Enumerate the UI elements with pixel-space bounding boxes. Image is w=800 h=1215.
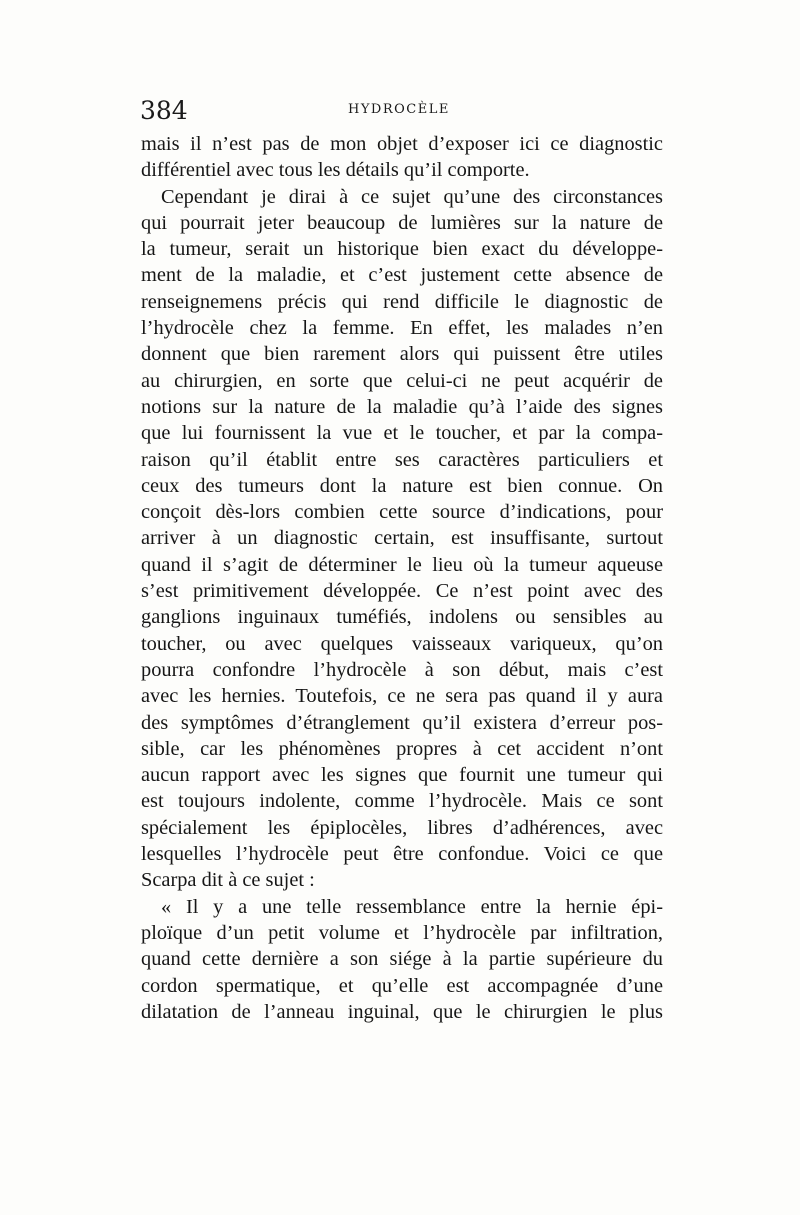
text-line: toucher, ou avec quelques vaisseaux variqueux, qu’on xyxy=(141,632,663,655)
text-line: la tumeur, serait un historique bien exact du développe- xyxy=(141,238,663,261)
text-line: « Il y a une telle ressemblance entre la hernie épi- xyxy=(161,895,663,918)
text-line: ganglions inguinaux tuméfiés, indolens ou sensibles au xyxy=(141,606,663,629)
text-line: ment de la maladie, et c’est justement cette absence de xyxy=(141,264,663,287)
text-line: lesquelles l’hydrocèle peut être confondue. Voici ce que xyxy=(141,843,663,866)
text-line: s’est primitivement développée. Ce n’est point avec des xyxy=(141,580,663,603)
text-line: que lui fournissent la vue et le toucher, et par la compa- xyxy=(141,422,663,445)
text-line: pourra confondre l’hydrocèle à son début, mais c’est xyxy=(141,658,663,681)
text-line: quand cette dernière a son siége à la partie supérieure du xyxy=(141,948,663,971)
text-line: est toujours indolente, comme l’hydrocèle. Mais ce sont xyxy=(141,790,663,813)
text-line: mais il n’est pas de mon objet d’exposer ici ce diagnostic xyxy=(141,133,663,155)
text-line: sible, car les phénomènes propres à cet accident n’ont xyxy=(141,737,663,760)
text-line: Scarpa dit à ce sujet : xyxy=(141,869,315,892)
running-title: HYDROCÈLE xyxy=(348,102,450,117)
text-line: au chirurgien, en sorte que celui-ci ne peut acquérir de xyxy=(141,369,663,392)
text-line: spécialement les épiplocèles, libres d’adhérences, avec xyxy=(141,816,663,839)
text-line: arriver à un diagnostic certain, est insuffisante, surtout xyxy=(141,527,663,550)
text-line: renseignemens précis qui rend difficile le diagnostic de xyxy=(141,290,663,313)
body-text xyxy=(141,131,663,1025)
text-line: raison qu’il établit entre ses caractères particuliers et xyxy=(141,448,663,471)
text-line: des symptômes d’étranglement qu’il existera d’erreur pos- xyxy=(141,711,663,734)
text-line: conçoit dès-lors combien cette source d’indications, pour xyxy=(141,501,663,524)
running-head xyxy=(140,96,660,126)
text-line: donnent que bien rarement alors qui puissent être utiles xyxy=(141,343,663,366)
text-line: aucun rapport avec les signes que fournit une tumeur qui xyxy=(141,764,663,787)
text-line: ceux des tumeurs dont la nature est bien connue. On xyxy=(141,474,663,497)
text-line: cordon spermatique, et qu’elle est accompagnée d’une xyxy=(141,974,663,997)
text-line: l’hydrocèle chez la femme. En effet, les malades n’en xyxy=(141,317,663,340)
text-line: avec les hernies. Toutefois, ce ne sera pas quand il y aura xyxy=(141,685,663,708)
text-line: ploïque d’un petit volume et l’hydrocèle par infiltration, xyxy=(141,921,663,944)
text-line: dilatation de l’anneau inguinal, que le chirurgien le plus xyxy=(141,1000,663,1023)
text-line: quand il s’agit de déterminer le lieu où la tumeur aqueuse xyxy=(141,553,663,576)
text-line: différentiel avec tous les détails qu’il comporte. xyxy=(141,159,530,182)
page-number: 384 xyxy=(140,96,188,125)
text-line: qui pourrait jeter beaucoup de lumières sur la nature de xyxy=(141,211,663,234)
text-line: Cependant je dirai à ce sujet qu’une des circonstances xyxy=(161,185,663,208)
text-line: notions sur la nature de la maladie qu’à l’aide des signes xyxy=(141,395,663,418)
